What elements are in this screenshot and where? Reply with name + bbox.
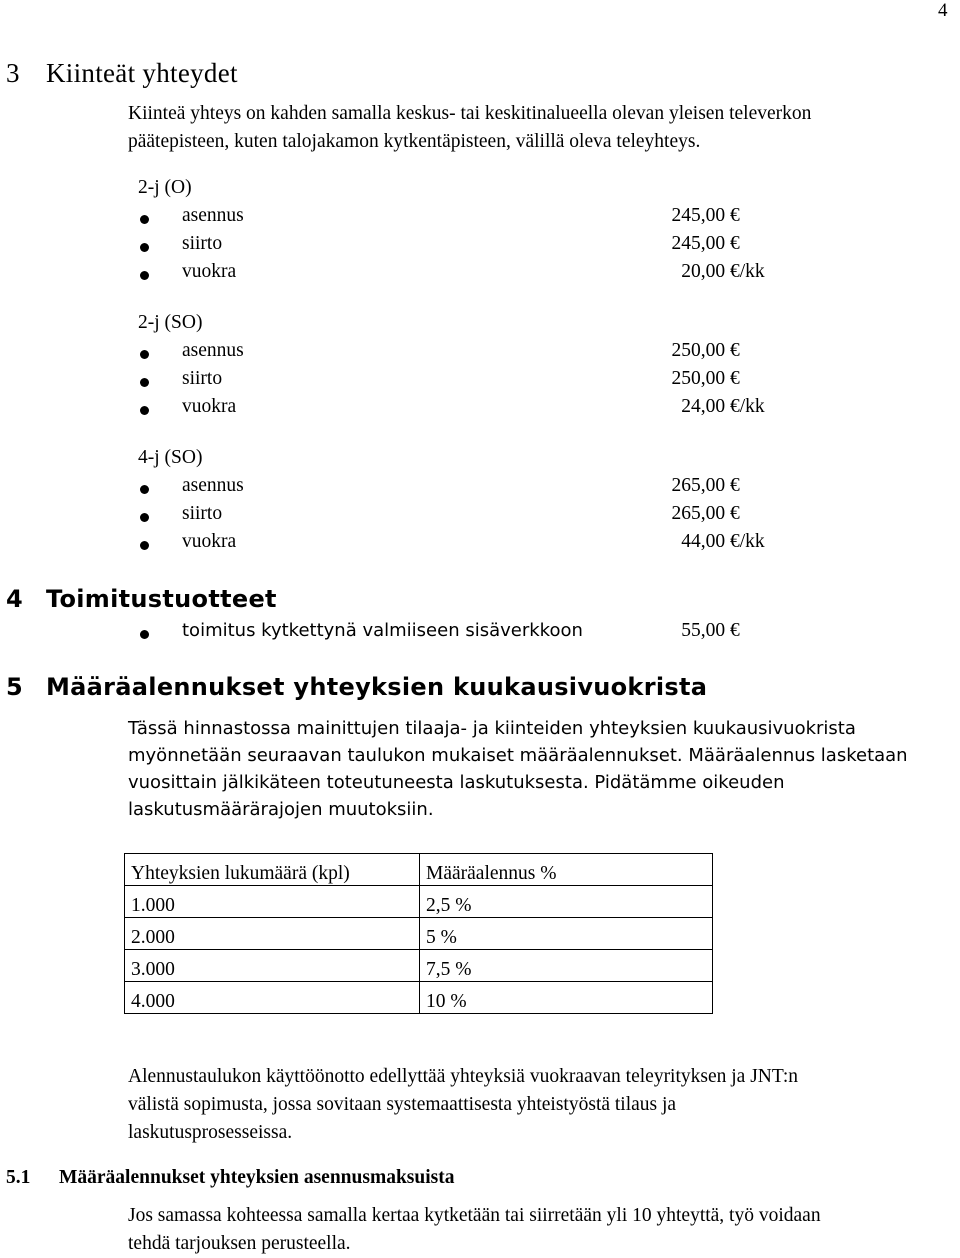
section-title: Määräalennukset yhteyksien kuukausivuokrista (46, 673, 708, 701)
bullet-icon (140, 630, 149, 639)
item-price: 245,00 € (671, 233, 740, 254)
group-title: 2-j (SO) (138, 312, 203, 333)
table-header-row (125, 854, 713, 886)
discount-table (124, 853, 713, 1014)
table-header-cell: Yhteyksien lukumäärä (kpl) (125, 854, 420, 886)
intro-line: Kiinteä yhteys on kahden samalla keskus- tai keskitinalueella olevan yleisen televerkon (128, 103, 812, 124)
paragraph-line: tehdä tarjouksen perusteella. (128, 1233, 351, 1254)
section-number: 4 (6, 585, 23, 613)
table-row (125, 950, 713, 982)
table-header-cell: Määräalennus % (420, 854, 713, 886)
price-item (138, 340, 778, 368)
table-row (125, 918, 713, 950)
bullet-icon (140, 406, 149, 415)
section-5-paragraph (128, 715, 948, 823)
bullet-icon (140, 243, 149, 252)
bullet-icon (140, 485, 149, 494)
price-item (138, 620, 778, 648)
paragraph-line: vuosittain jälkikäteen toteutuneesta laskutuksesta. Pidätämme oikeuden (128, 772, 785, 793)
note-line: laskutusprosesseissa. (128, 1122, 293, 1143)
table-row (125, 982, 713, 1014)
table-cell: 1.000 (125, 886, 420, 918)
section-4-heading (6, 585, 277, 613)
table-cell: 7,5 % (420, 950, 713, 982)
table-cell: 3.000 (125, 950, 420, 982)
price-item (138, 368, 778, 396)
bullet-icon (140, 541, 149, 550)
bullet-icon (140, 513, 149, 522)
table-row (125, 886, 713, 918)
item-label: siirto (182, 368, 223, 389)
item-price: 265,00 € (671, 475, 740, 496)
item-label: asennus (182, 475, 244, 496)
paragraph-line: Jos samassa kohteessa samalla kertaa kytketään tai siirretään yli 10 yhteyttä, työ voidaan (128, 1205, 821, 1226)
item-label: vuokra (182, 396, 237, 417)
item-label: asennus (182, 205, 244, 226)
section-5-note (128, 1063, 948, 1147)
item-price: 245,00 € (671, 205, 740, 226)
bullet-icon (140, 215, 149, 224)
item-label: vuokra (182, 531, 237, 552)
group-title: 4-j (SO) (138, 447, 203, 468)
paragraph-line: Tässä hinnastossa mainittujen tilaaja- ja kiinteiden yhteyksien kuukausivuokrista (128, 718, 856, 739)
group-title: 2-j (O) (138, 177, 192, 198)
section-3-intro (128, 100, 948, 156)
price-item (138, 531, 778, 559)
note-line: Alennustaulukon käyttöönotto edellyttää yhteyksiä vuokraavan teleyrityksen ja JNT:n (128, 1066, 798, 1087)
section-5-1-heading (6, 1167, 454, 1189)
section-number: 3 (6, 58, 20, 88)
price-item (138, 475, 778, 503)
paragraph-line: laskutusmäärärajojen muutoksiin. (128, 799, 434, 820)
section-3-heading (6, 58, 238, 89)
price-item (138, 233, 778, 261)
item-price: 250,00 € (671, 368, 740, 389)
paragraph-line: myönnetään seuraavan taulukon mukaiset määräalennukset. Määräalennus lasketaan (128, 745, 908, 766)
item-price: 20,00 €/kk (681, 261, 765, 282)
item-price: 55,00 € (681, 620, 740, 641)
item-label: asennus (182, 340, 244, 361)
section-title: Toimitustuotteet (46, 585, 277, 613)
note-line: välistä sopimusta, jossa sovitaan systemaattisesta yhteistyöstä tilaus ja (128, 1094, 677, 1115)
table-cell: 10 % (420, 982, 713, 1014)
item-label: siirto (182, 503, 223, 524)
price-item (138, 503, 778, 531)
item-price: 24,00 €/kk (681, 396, 765, 417)
item-label: toimitus kytkettynä valmiiseen sisäverkkoon (182, 620, 583, 641)
section-5-heading (6, 673, 707, 701)
price-item (138, 261, 778, 289)
table-cell: 4.000 (125, 982, 420, 1014)
item-price: 265,00 € (671, 503, 740, 524)
table-cell: 5 % (420, 918, 713, 950)
price-item (138, 396, 778, 424)
bullet-icon (140, 378, 149, 387)
section-5-1-paragraph (128, 1202, 948, 1258)
section-title: Määräalennukset yhteyksien asennusmaksuista (59, 1167, 455, 1188)
section-number: 5.1 (6, 1167, 31, 1188)
item-label: siirto (182, 233, 223, 254)
bullet-icon (140, 350, 149, 359)
item-label: vuokra (182, 261, 237, 282)
item-price: 250,00 € (671, 340, 740, 361)
bullet-icon (140, 271, 149, 280)
item-price: 44,00 €/kk (681, 531, 765, 552)
page-number: 4 (938, 0, 948, 21)
table-cell: 2.000 (125, 918, 420, 950)
table-cell: 2,5 % (420, 886, 713, 918)
intro-line: päätepisteen, kuten talojakamon kytkentäpisteen, välillä oleva teleyhteys. (128, 131, 701, 152)
price-item (138, 205, 778, 233)
section-title: Kiinteät yhteydet (46, 58, 238, 88)
section-number: 5 (6, 673, 23, 701)
